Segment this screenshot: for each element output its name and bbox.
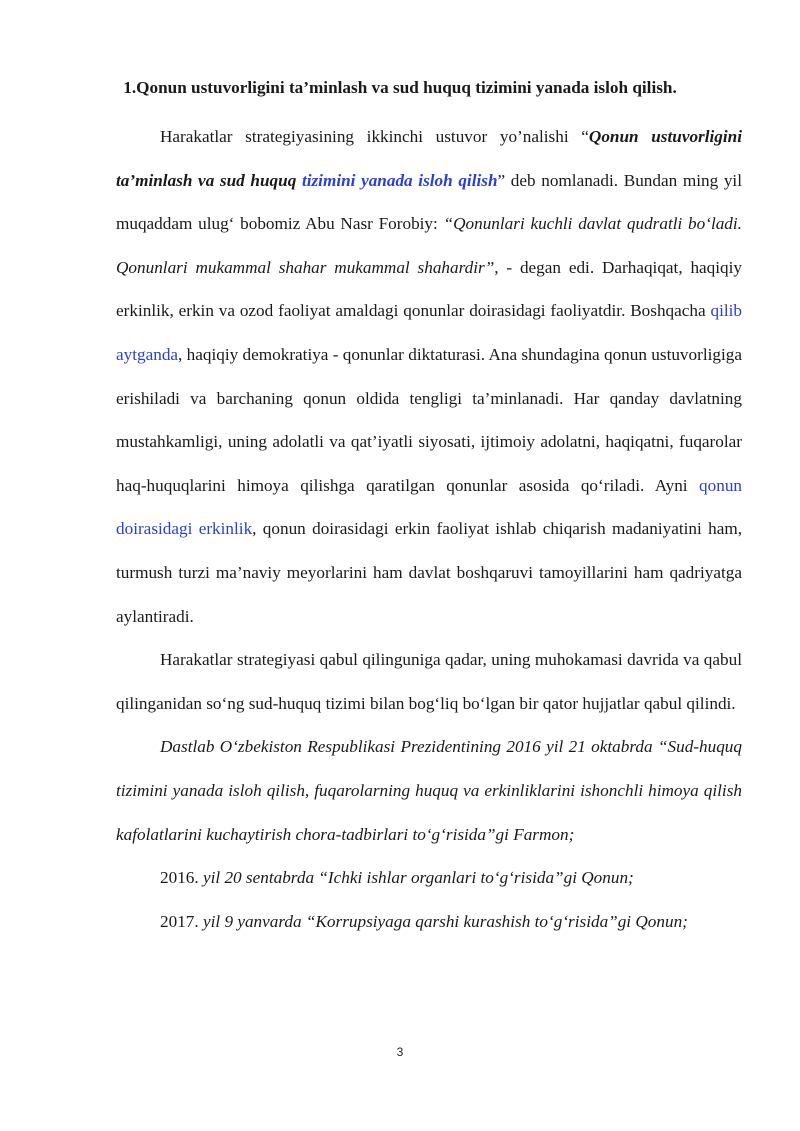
- text-run: Harakatlar strategiyasining ikkinchi ustuvor yo’nalishi “: [160, 127, 589, 146]
- forobiy-quote: “Qonunlari kuchli davlat qudratli bo‘ladi. Qonunlari mukammal shahar mukammal shahardir”: [116, 214, 742, 277]
- paragraph-law-2016: [116, 856, 742, 900]
- paragraph-strategy: [116, 115, 742, 638]
- law-text: yil 20 sentabrda “Ichki ishlar organlari to‘g‘risida”gi Qonun;: [198, 868, 634, 888]
- year-label: 2016.: [160, 868, 199, 888]
- year-label: 2017.: [160, 911, 199, 931]
- highlight-qonun-doirasidagi-erkinlik: qonun doirasidagi erkinlik: [116, 475, 742, 539]
- document-body: [116, 115, 742, 943]
- paragraph-law-2017: [116, 900, 742, 944]
- decree-text: Dastlab O‘zbekiston Respublikasi Prezidentining 2016 yil 21 oktabrda “Sud-huquq tizimini yanada isloh qilish, fuqarolarning huquq va erkinliklarini ishonchli himoya qilish kafolatlarini kuchaytirish chora-tadbirlari to‘g‘risida”gi Farmon;: [116, 737, 742, 844]
- emphasis-title: Qonun ustuvorligini ta’minlash va sud huquq: [116, 127, 742, 190]
- paragraph-decree-2016: [116, 725, 742, 856]
- paragraph-documents-adopted: Harakatlar strategiyasi qabul qilinguniga qadar, uning muhokamasi davrida va qabul qilinganidan so‘ng sud-huquq tizimi bilan bog‘liq bo‘lgan bir qator hujjatlar qabul qilindi.: [116, 650, 742, 713]
- text-run: ” deb nomlanadi. Bundan ming yil muqaddam ulug‘ bobomiz Abu Nasr Forobiy:: [116, 170, 742, 234]
- text-run: , qonun doirasidagi erkin faoliyat ishlab chiqarish madaniyatini ham, turmush turzi ma’naviy meyorlarini ham davlat boshqaruvi tamoyillarini ham qadriyatga aylantiradi.: [116, 519, 742, 626]
- emphasis-title-highlight: tizimini yanada isloh qilish: [301, 170, 498, 190]
- text-run: , - degan edi. Darhaqiqat, haqiqiy erkinlik, erkin va ozod faoliyat amaldagi qonunlar doirasidagi faoliyatdir. Boshqacha: [116, 257, 742, 321]
- section-heading: 1.Qonun ustuvorligini ta’minlash va sud huquq tizimini yanada isloh qilish.: [123, 78, 677, 97]
- page-number: 3: [396, 1045, 404, 1059]
- text-run: , haqiqiy demokratiya - qonunlar diktaturasi. Ana shundagina qonun ustuvorligiga erishiladi va barchaning qonun oldida tengligi ta’minlanadi. Har qanday davlatning mustahkamligi, uning adolatli va qat’iyatli siyosati, ijtimoiy adolatni, haqiqatni, fuqarolar haq-huquqlarini himoya qilishga qaratilgan qonunlar asosida qo‘riladi. Ayni: [116, 344, 742, 495]
- law-text: yil 9 yanvarda “Korrupsiyaga qarshi kurashish to‘g‘risida”gi Qonun;: [198, 911, 688, 931]
- highlight-qilib-aytganda: qilib aytganda: [116, 301, 742, 364]
